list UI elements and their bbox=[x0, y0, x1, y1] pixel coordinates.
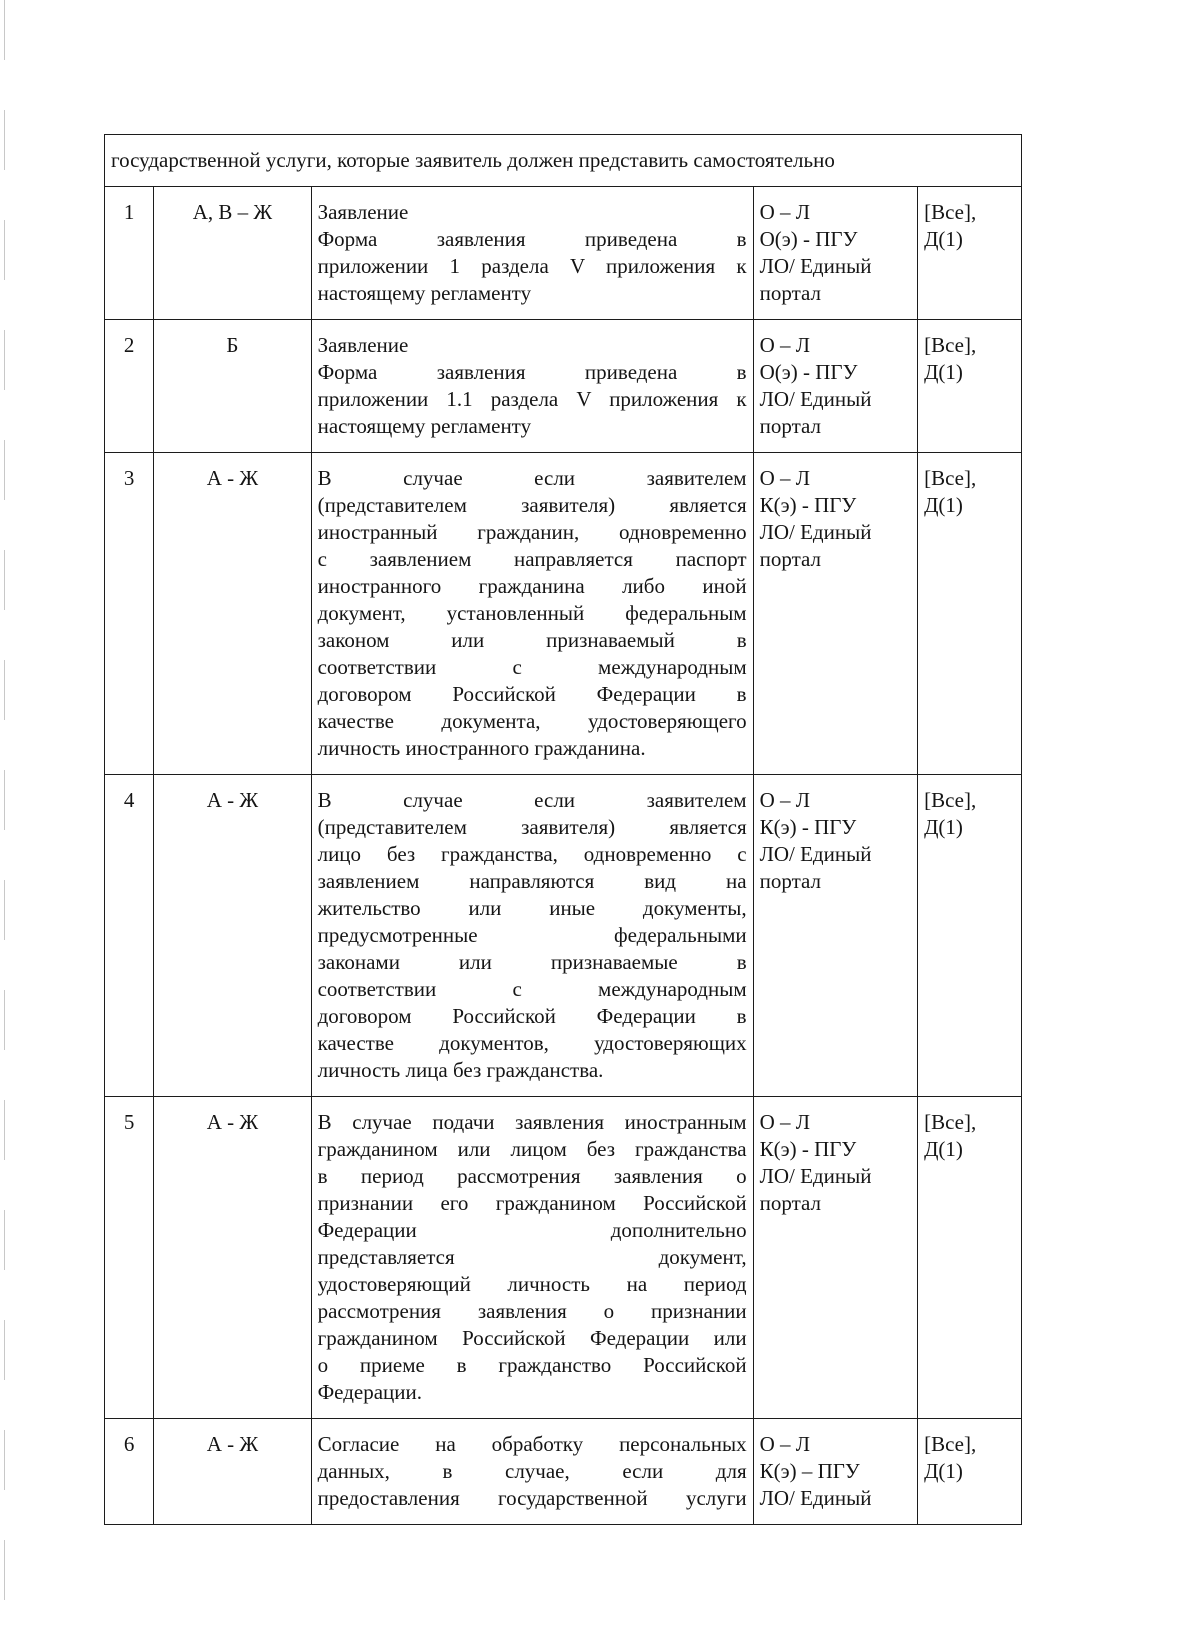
description-line: В случае если заявителем bbox=[317, 788, 747, 812]
description-line: заявлением направляются вид на bbox=[317, 869, 747, 893]
description-line: предусмотренные федеральными bbox=[317, 923, 747, 947]
description-line: о приеме в гражданство Российской bbox=[317, 1353, 747, 1377]
form-line: ЛО/ Единый bbox=[759, 520, 872, 544]
row-description bbox=[311, 1419, 753, 1525]
description-line: законом или признаваемый в bbox=[317, 628, 747, 652]
description-line: законами или признаваемые в bbox=[317, 950, 747, 974]
form-line: К(э) - ПГУ bbox=[759, 493, 857, 517]
form-line: портал bbox=[759, 869, 821, 893]
row-access-level bbox=[918, 320, 1022, 453]
table-header-row bbox=[105, 135, 1022, 187]
row-number: 1 bbox=[105, 187, 154, 320]
description-line: (представителем заявителя) является bbox=[317, 815, 747, 839]
description-line: договором Российской Федерации в bbox=[317, 682, 747, 706]
access-line: Д(1) bbox=[924, 493, 963, 517]
description-line: Согласие на обработку персональных bbox=[317, 1432, 747, 1456]
access-line: [Все], bbox=[924, 788, 977, 812]
access-line: [Все], bbox=[924, 466, 977, 490]
description-line: приложении 1 раздела V приложения к bbox=[317, 254, 747, 278]
row-submission-form bbox=[753, 1419, 917, 1525]
row-submission-form bbox=[753, 775, 917, 1097]
access-line: [Все], bbox=[924, 333, 977, 357]
description-line: настоящему регламенту bbox=[317, 414, 532, 438]
table-row bbox=[105, 775, 1022, 1097]
row-description bbox=[311, 1097, 753, 1419]
form-line: ЛО/ Единый bbox=[759, 842, 872, 866]
row-number: 3 bbox=[105, 453, 154, 775]
form-line: О(э) - ПГУ bbox=[759, 360, 858, 384]
row-category: А - Ж bbox=[154, 1419, 311, 1525]
form-line: ЛО/ Единый bbox=[759, 254, 872, 278]
access-line: Д(1) bbox=[924, 227, 963, 251]
description-line: удостоверяющий личность на период bbox=[317, 1272, 747, 1296]
row-access-level bbox=[918, 1419, 1022, 1525]
form-line: ЛО/ Единый bbox=[759, 1486, 872, 1510]
form-line: О – Л bbox=[759, 333, 811, 357]
form-line: портал bbox=[759, 1191, 821, 1215]
description-line: Форма заявления приведена в bbox=[317, 360, 747, 384]
description-line: в период рассмотрения заявления о bbox=[317, 1164, 747, 1188]
access-line: [Все], bbox=[924, 200, 977, 224]
form-line: К(э) - ПГУ bbox=[759, 1137, 857, 1161]
form-line: портал bbox=[759, 547, 821, 571]
description-line: личность лица без гражданства. bbox=[317, 1058, 604, 1082]
form-line: портал bbox=[759, 281, 821, 305]
row-access-level bbox=[918, 187, 1022, 320]
description-line: Форма заявления приведена в bbox=[317, 227, 747, 251]
table-row bbox=[105, 320, 1022, 453]
row-access-level bbox=[918, 453, 1022, 775]
form-line: К(э) - ПГУ bbox=[759, 815, 857, 839]
description-line: предоставления государственной услуги bbox=[317, 1486, 747, 1510]
row-number: 6 bbox=[105, 1419, 154, 1525]
scan-edge-artifact bbox=[4, 0, 5, 1633]
access-line: Д(1) bbox=[924, 1459, 963, 1483]
form-line: К(э) – ПГУ bbox=[759, 1459, 860, 1483]
row-category: А - Ж bbox=[154, 1097, 311, 1419]
row-submission-form bbox=[753, 187, 917, 320]
form-line: портал bbox=[759, 414, 821, 438]
access-line: Д(1) bbox=[924, 1137, 963, 1161]
form-line: О – Л bbox=[759, 200, 811, 224]
row-category: Б bbox=[154, 320, 311, 453]
description-line: представляется документ, bbox=[317, 1245, 747, 1269]
form-line: О – Л bbox=[759, 466, 811, 490]
access-line: Д(1) bbox=[924, 815, 963, 839]
description-line: качестве документа, удостоверяющего bbox=[317, 709, 747, 733]
description-line: гражданином Российской Федерации или bbox=[317, 1326, 747, 1350]
description-line: (представителем заявителя) является bbox=[317, 493, 747, 517]
description-line: Федерации дополнительно bbox=[317, 1218, 747, 1242]
table-row bbox=[105, 1419, 1022, 1525]
description-line: В случае если заявителем bbox=[317, 466, 747, 490]
table-row bbox=[105, 187, 1022, 320]
description-line: рассмотрения заявления о признании bbox=[317, 1299, 747, 1323]
form-line: О(э) - ПГУ bbox=[759, 227, 858, 251]
form-line: ЛО/ Единый bbox=[759, 1164, 872, 1188]
table-header-text: государственной услуги, которые заявитель должен представить самостоятельно bbox=[105, 135, 1022, 187]
row-submission-form bbox=[753, 453, 917, 775]
row-number: 4 bbox=[105, 775, 154, 1097]
access-line: [Все], bbox=[924, 1432, 977, 1456]
description-line: Федерации. bbox=[317, 1380, 423, 1404]
row-description bbox=[311, 775, 753, 1097]
description-line: жительство или иные документы, bbox=[317, 896, 747, 920]
form-line: О – Л bbox=[759, 1432, 811, 1456]
description-line: с заявлением направляется паспорт bbox=[317, 547, 747, 571]
form-line: ЛО/ Единый bbox=[759, 387, 872, 411]
description-line: настоящему регламенту bbox=[317, 281, 532, 305]
description-line: лицо без гражданства, одновременно с bbox=[317, 842, 747, 866]
description-line: данных, в случае, если для bbox=[317, 1459, 747, 1483]
row-category: А - Ж bbox=[154, 453, 311, 775]
description-line: гражданином или лицом без гражданства bbox=[317, 1137, 747, 1161]
row-access-level bbox=[918, 1097, 1022, 1419]
description-line: документ, установленный федеральным bbox=[317, 601, 747, 625]
row-description bbox=[311, 187, 753, 320]
access-line: Д(1) bbox=[924, 360, 963, 384]
description-line: иностранный гражданин, одновременно bbox=[317, 520, 747, 544]
description-line: соответствии с международным bbox=[317, 655, 747, 679]
row-description bbox=[311, 320, 753, 453]
row-title: Заявление bbox=[317, 333, 409, 357]
description-line: договором Российской Федерации в bbox=[317, 1004, 747, 1028]
form-line: О – Л bbox=[759, 1110, 811, 1134]
description-line: качестве документов, удостоверяющих bbox=[317, 1031, 747, 1055]
row-description bbox=[311, 453, 753, 775]
row-category: А, В – Ж bbox=[154, 187, 311, 320]
row-submission-form bbox=[753, 1097, 917, 1419]
row-title: Заявление bbox=[317, 200, 409, 224]
form-line: О – Л bbox=[759, 788, 811, 812]
documents-table bbox=[104, 134, 1022, 1525]
access-line: [Все], bbox=[924, 1110, 977, 1134]
description-line: иностранного гражданина либо иной bbox=[317, 574, 747, 598]
description-line: В случае подачи заявления иностранным bbox=[317, 1110, 747, 1134]
table-row bbox=[105, 453, 1022, 775]
description-line: признании его гражданином Российской bbox=[317, 1191, 747, 1215]
table-row bbox=[105, 1097, 1022, 1419]
row-category: А - Ж bbox=[154, 775, 311, 1097]
row-access-level bbox=[918, 775, 1022, 1097]
description-line: соответствии с международным bbox=[317, 977, 747, 1001]
row-number: 5 bbox=[105, 1097, 154, 1419]
description-line: приложении 1.1 раздела V приложения к bbox=[317, 387, 747, 411]
row-submission-form bbox=[753, 320, 917, 453]
row-number: 2 bbox=[105, 320, 154, 453]
description-line: личность иностранного гражданина. bbox=[317, 736, 646, 760]
